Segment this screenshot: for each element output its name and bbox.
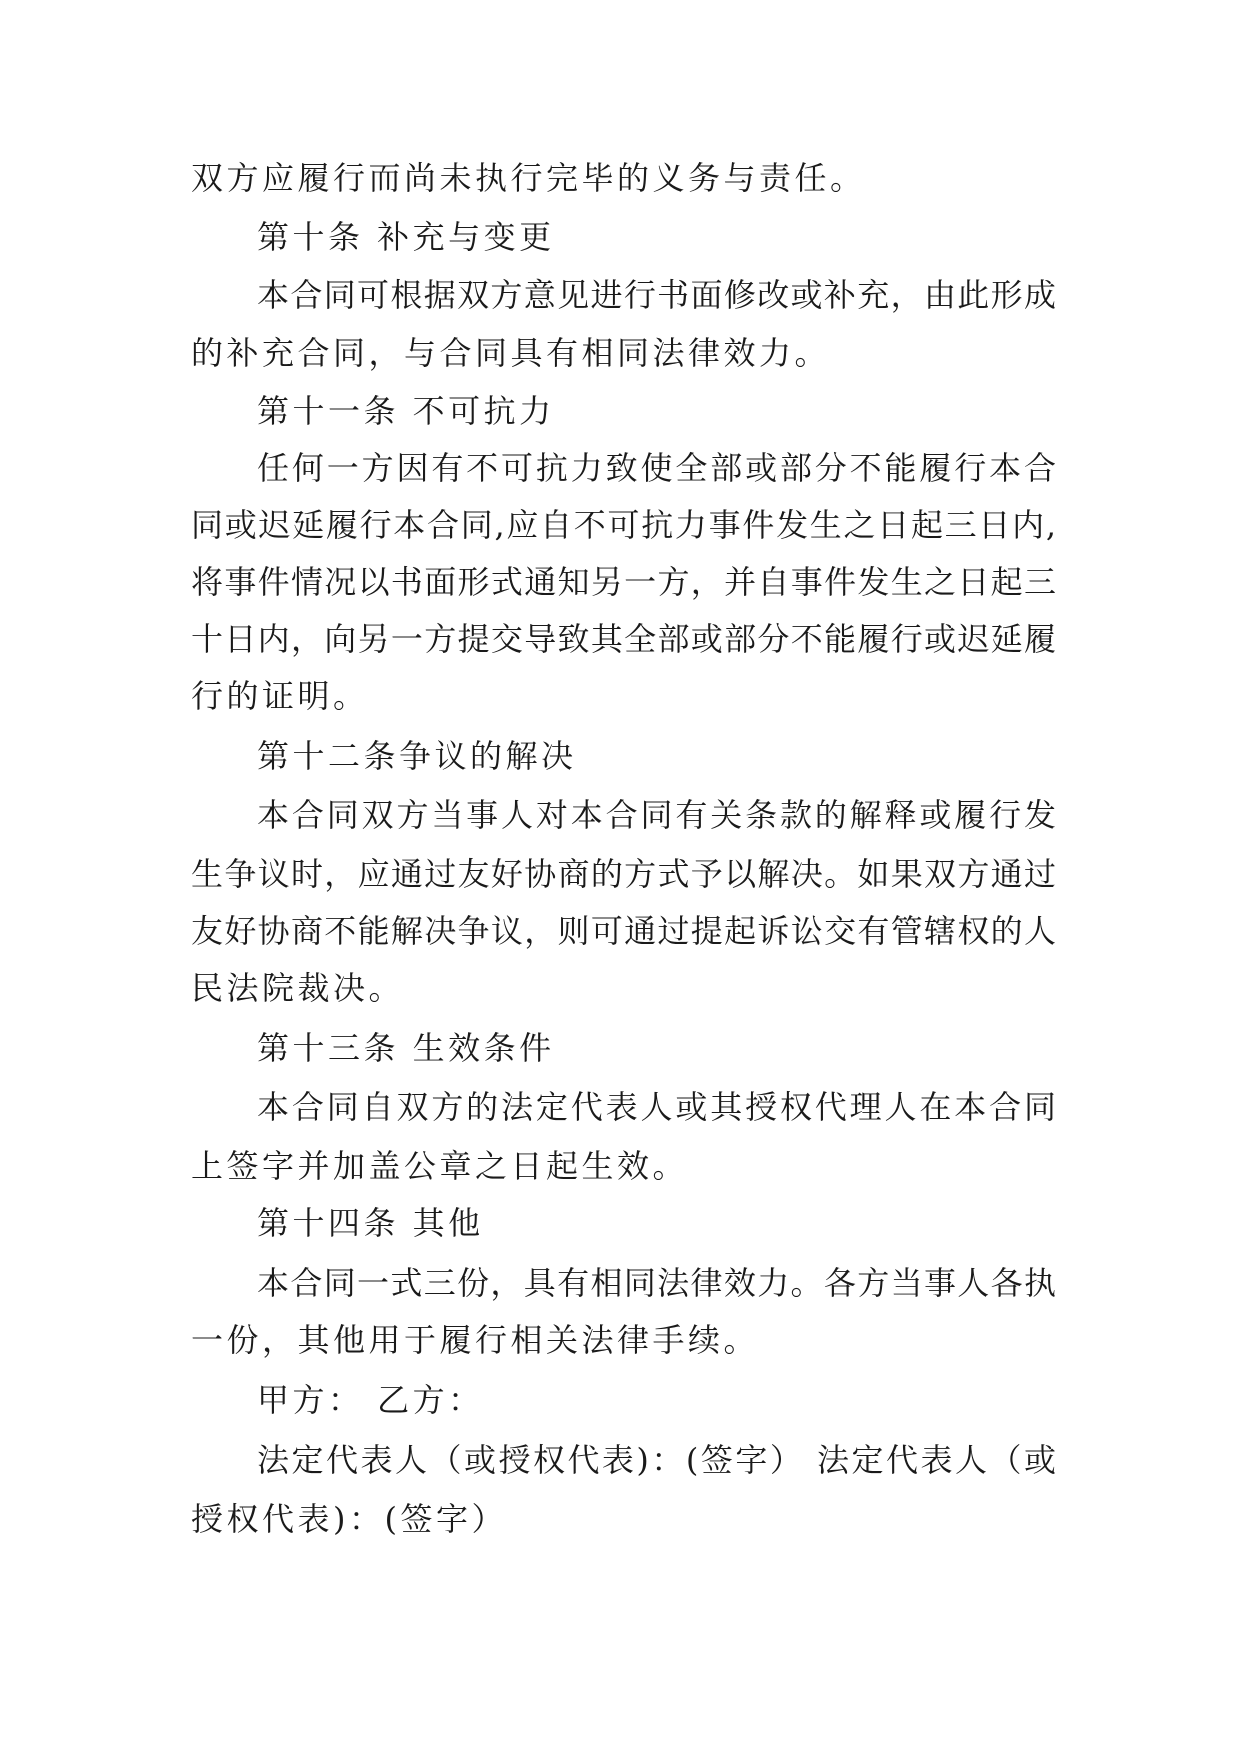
paragraph-line: 一份，其他用于履行相关法律手续。 [191, 1321, 760, 1359]
signature-parties: 甲方： 乙方： [257, 1381, 484, 1419]
article-heading: 第十三条 生效条件 [257, 1029, 555, 1067]
paragraph-line: 民法院裁决。 [191, 969, 405, 1007]
article-heading: 第十二条争议的解决 [257, 737, 577, 775]
paragraph-line: 本合同自双方的法定代表人或其授权代理人在本合同 [257, 1088, 1056, 1126]
paragraph-line: 友好协商不能解决争议，则可通过提起诉讼交有管辖权的人 [191, 912, 1056, 950]
paragraph-line: 上签字并加盖公章之日起生效。 [191, 1147, 689, 1185]
paragraph-line: 生争议时，应通过友好协商的方式予以解决。如果双方通过 [191, 855, 1056, 893]
signature-line: 授权代表)：(签字） [191, 1500, 507, 1538]
article-heading: 第十一条 不可抗力 [257, 392, 555, 430]
signature-line: 法定代表人（或授权代表)：(签字） 法定代表人（或 [257, 1441, 1056, 1479]
paragraph-line: 双方应履行而尚未执行完毕的义务与责任。 [191, 159, 866, 197]
article-heading: 第十条 补充与变更 [257, 218, 555, 256]
paragraph-line: 将事件情况以书面形式通知另一方，并自事件发生之日起三 [191, 563, 1056, 601]
paragraph-line: 任何一方因有不可抗力致使全部或部分不能履行本合 [257, 449, 1056, 487]
paragraph-line: 的补充合同，与合同具有相同法律效力。 [191, 334, 831, 372]
paragraph-line: 十日内，向另一方提交导致其全部或部分不能履行或迟延履 [191, 620, 1056, 658]
paragraph-line: 同或迟延履行本合同,应自不可抗力事件发生之日起三日内, [191, 506, 1056, 544]
paragraph-line: 行的证明。 [191, 677, 369, 715]
paragraph-line: 本合同双方当事人对本合同有关条款的解释或履行发 [257, 796, 1056, 834]
article-heading: 第十四条 其他 [257, 1204, 484, 1242]
paragraph-line: 本合同一式三份，具有相同法律效力。各方当事人各执 [257, 1264, 1056, 1302]
paragraph-line: 本合同可根据双方意见进行书面修改或补充，由此形成 [257, 276, 1056, 314]
